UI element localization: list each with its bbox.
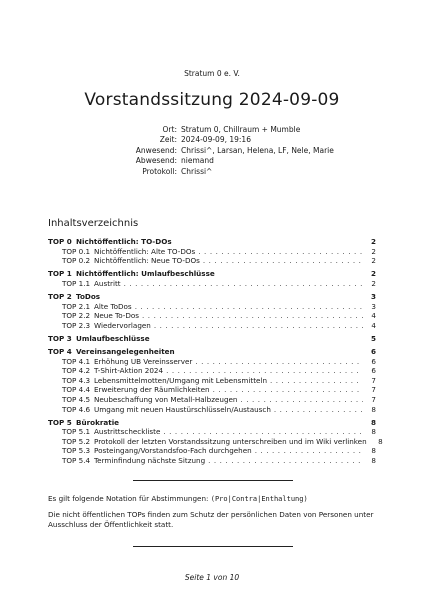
toc-entry-page: 8 bbox=[371, 446, 376, 456]
meta-value: Stratum 0, Chillraum + Mumble bbox=[181, 125, 301, 134]
toc-section-number: TOP 1 bbox=[48, 269, 72, 279]
toc-leader-dots bbox=[274, 405, 363, 415]
toc-section[interactable] bbox=[48, 418, 376, 428]
toc-entry[interactable] bbox=[48, 456, 376, 466]
toc-entry-number: TOP 2.3 bbox=[62, 320, 91, 330]
toc-entry-page: 4 bbox=[371, 320, 376, 330]
meta-key: Protokoll: bbox=[142, 166, 177, 176]
toc-section-number: TOP 3 bbox=[48, 333, 72, 343]
toc-entry-page: 8 bbox=[371, 427, 376, 437]
separator-line bbox=[133, 480, 293, 481]
toc-entry[interactable] bbox=[48, 256, 376, 266]
notation-text: Es gilt folgende Notation für Abstimmungen: bbox=[48, 494, 209, 503]
toc-entry[interactable] bbox=[48, 279, 376, 289]
notation-note bbox=[48, 494, 376, 504]
meta-row bbox=[0, 146, 424, 156]
toc-leader-dots bbox=[166, 366, 363, 376]
document-title: Vorstandssitzung 2024-09-09 bbox=[84, 90, 340, 110]
privacy-note: Die nicht öffentlichen TOPs finden zum Schutz der persönlichen Daten von Personen unter Ausschluss der Öffentlichkeit statt. bbox=[48, 510, 374, 529]
toc-entry-page: 8 bbox=[371, 404, 376, 414]
meta-row bbox=[0, 125, 424, 135]
toc-section-title: Nichtöffentlich: TO-DOs bbox=[76, 237, 172, 246]
page-footer: Seite 1 von 10 bbox=[184, 573, 240, 582]
toc-section-number: TOP 2 bbox=[48, 291, 72, 301]
toc-section-number: TOP 5 bbox=[48, 417, 72, 427]
toc-section[interactable] bbox=[48, 237, 376, 247]
toc-entry[interactable] bbox=[48, 446, 376, 456]
toc-entry-number: TOP 4.6 bbox=[62, 404, 91, 414]
toc-entry-title: Posteingang/Vorstandsfoo-Fach durchgehen bbox=[94, 446, 252, 456]
toc-entry[interactable] bbox=[48, 357, 376, 367]
toc-leader-dots bbox=[208, 456, 363, 466]
toc-entry-number: TOP 5.2 bbox=[62, 436, 91, 446]
toc-entry-title: Wiedervorlagen bbox=[94, 320, 151, 330]
toc-entry-number: TOP 4.5 bbox=[62, 394, 91, 404]
toc-section-page: 2 bbox=[370, 237, 376, 246]
toc-section-number: TOP 4 bbox=[48, 346, 72, 356]
toc-entry-number: TOP 5.3 bbox=[62, 446, 91, 456]
toc-leader-dots bbox=[203, 256, 363, 266]
toc-entry-page: 7 bbox=[371, 375, 376, 385]
toc-section-title: Bürokratie bbox=[76, 417, 120, 427]
toc-entry[interactable] bbox=[48, 395, 376, 405]
toc-entry-title: Neubeschaffung von Metall-Halbzeugen bbox=[94, 394, 238, 404]
toc-leader-dots bbox=[195, 357, 363, 367]
toc-entry[interactable] bbox=[48, 247, 376, 257]
meta-row bbox=[0, 135, 424, 145]
toc-entry-page: 7 bbox=[371, 385, 376, 395]
toc-entry-number: TOP 4.3 bbox=[62, 375, 91, 385]
toc-section[interactable] bbox=[48, 347, 376, 357]
toc-entry[interactable] bbox=[48, 321, 376, 331]
toc-entry-title: Erweiterung der Räumlichkeiten bbox=[94, 385, 210, 395]
toc-leader-dots bbox=[135, 302, 363, 312]
toc-entry-number: TOP 2.2 bbox=[62, 311, 91, 321]
notation-format: (Pro|Contra|Enthaltung) bbox=[210, 495, 308, 503]
toc-leader-dots bbox=[270, 376, 363, 386]
toc-entry-number: TOP 5.1 bbox=[62, 427, 91, 437]
toc-entry-page: 4 bbox=[371, 311, 376, 321]
toc-entry-title: Austrittscheckliste bbox=[94, 427, 161, 437]
toc-section[interactable] bbox=[48, 334, 376, 344]
toc-entry-page: 7 bbox=[371, 394, 376, 404]
toc-entry-number: TOP 0.1 bbox=[62, 246, 91, 256]
toc-entry-page: 3 bbox=[371, 301, 376, 311]
toc-leader-dots bbox=[241, 395, 364, 405]
toc-entry-title: Nichtöffentlich: Neue TO-DOs bbox=[94, 256, 200, 266]
toc-entry-title: Neue To-Dos bbox=[94, 311, 140, 321]
toc-entry[interactable] bbox=[48, 436, 383, 447]
toc-entry-title: Erhöhung UB Vereinsserver bbox=[94, 356, 193, 366]
toc-leader-dots bbox=[163, 427, 363, 437]
toc-leader-dots bbox=[124, 279, 363, 289]
toc-entry-title: Terminfindung nächste Sitzung bbox=[94, 455, 206, 465]
toc-entry-number: TOP 0.2 bbox=[62, 256, 91, 266]
meta-value: niemand bbox=[181, 156, 214, 166]
toc-leader-dots bbox=[255, 446, 363, 456]
toc-section-page: 2 bbox=[370, 269, 376, 279]
toc-section-page: 8 bbox=[370, 417, 376, 427]
toc-entry[interactable] bbox=[48, 302, 376, 312]
toc-entry[interactable] bbox=[48, 427, 376, 437]
toc-section[interactable] bbox=[48, 269, 376, 279]
toc-leader-dots bbox=[198, 247, 363, 257]
toc-section-title: Nichtöffentlich: Umlaufbeschlüsse bbox=[76, 269, 215, 279]
toc-entry-title: Alte ToDos bbox=[94, 301, 132, 311]
toc-entry-title: Austritt bbox=[94, 278, 121, 288]
toc-section-number: TOP 0 bbox=[48, 237, 72, 246]
toc-entry-page: 8 bbox=[371, 455, 376, 465]
toc-entry-title: Protokoll der letzten Vorstandssitzung unterschreiben und im Wiki verlinken bbox=[94, 436, 367, 446]
toc-section-page: 5 bbox=[370, 333, 376, 343]
toc-entry-page: 6 bbox=[371, 356, 376, 366]
toc-entry-number: TOP 2.1 bbox=[62, 301, 91, 311]
table-of-contents bbox=[48, 237, 383, 466]
meta-key: Abwesend: bbox=[135, 156, 177, 166]
toc-leader-dots bbox=[142, 311, 363, 321]
toc-entry[interactable] bbox=[48, 385, 376, 395]
toc-section-page: 6 bbox=[370, 346, 376, 356]
toc-entry-page: 2 bbox=[371, 278, 376, 288]
meta-row bbox=[0, 167, 424, 177]
toc-entry-page: 8 bbox=[378, 436, 383, 446]
meta-value: Chrissi^, Larsan, Helena, LF, Nele, Marie bbox=[181, 145, 334, 155]
toc-heading: Inhaltsverzeichnis bbox=[48, 218, 139, 229]
toc-entry[interactable] bbox=[48, 405, 376, 415]
toc-entry-number: TOP 4.1 bbox=[62, 356, 91, 366]
toc-entry-title: T-Shirt-Aktion 2024 bbox=[94, 366, 164, 376]
meta-key: Anwesend: bbox=[135, 145, 177, 155]
toc-entry-number: TOP 4.4 bbox=[62, 385, 91, 395]
toc-entry-title: Nichtöffentlich: Alte TO-DOs bbox=[94, 246, 196, 256]
toc-entry-title: Umgang mit neuen Haustürschlüsseln/Austausch bbox=[94, 404, 271, 414]
meta-value: Chrissi^ bbox=[181, 166, 213, 176]
toc-entry[interactable] bbox=[48, 311, 376, 321]
toc-entry-number: TOP 5.4 bbox=[62, 455, 91, 465]
separator-line bbox=[133, 546, 293, 547]
meta-row bbox=[0, 156, 424, 166]
toc-entry-page: 2 bbox=[371, 246, 376, 256]
toc-leader-dots bbox=[154, 321, 363, 331]
toc-entry-number: TOP 1.1 bbox=[62, 278, 91, 288]
toc-section-title: Umlaufbeschlüsse bbox=[76, 333, 150, 343]
toc-section[interactable] bbox=[48, 292, 376, 302]
toc-entry[interactable] bbox=[48, 376, 376, 386]
toc-entry-title: Lebensmittelmotten/Umgang mit Lebensmitteln bbox=[94, 375, 267, 385]
toc-leader-dots bbox=[213, 385, 363, 395]
toc-section-title: ToDos bbox=[76, 291, 101, 301]
toc-section-title: Vereinsangelegenheiten bbox=[76, 346, 175, 356]
meta-key: Zeit: bbox=[159, 135, 177, 145]
meta-value: 2024-09-09, 19:16 bbox=[181, 135, 251, 145]
meeting-metadata bbox=[0, 125, 424, 177]
organization-name: Stratum 0 e. V. bbox=[184, 69, 240, 78]
toc-entry-page: 2 bbox=[371, 256, 376, 266]
meta-key: Ort: bbox=[162, 125, 177, 134]
toc-entry-page: 6 bbox=[371, 366, 376, 376]
toc-section-page: 3 bbox=[370, 291, 376, 301]
toc-entry[interactable] bbox=[48, 366, 376, 376]
toc-entry-number: TOP 4.2 bbox=[62, 366, 91, 376]
